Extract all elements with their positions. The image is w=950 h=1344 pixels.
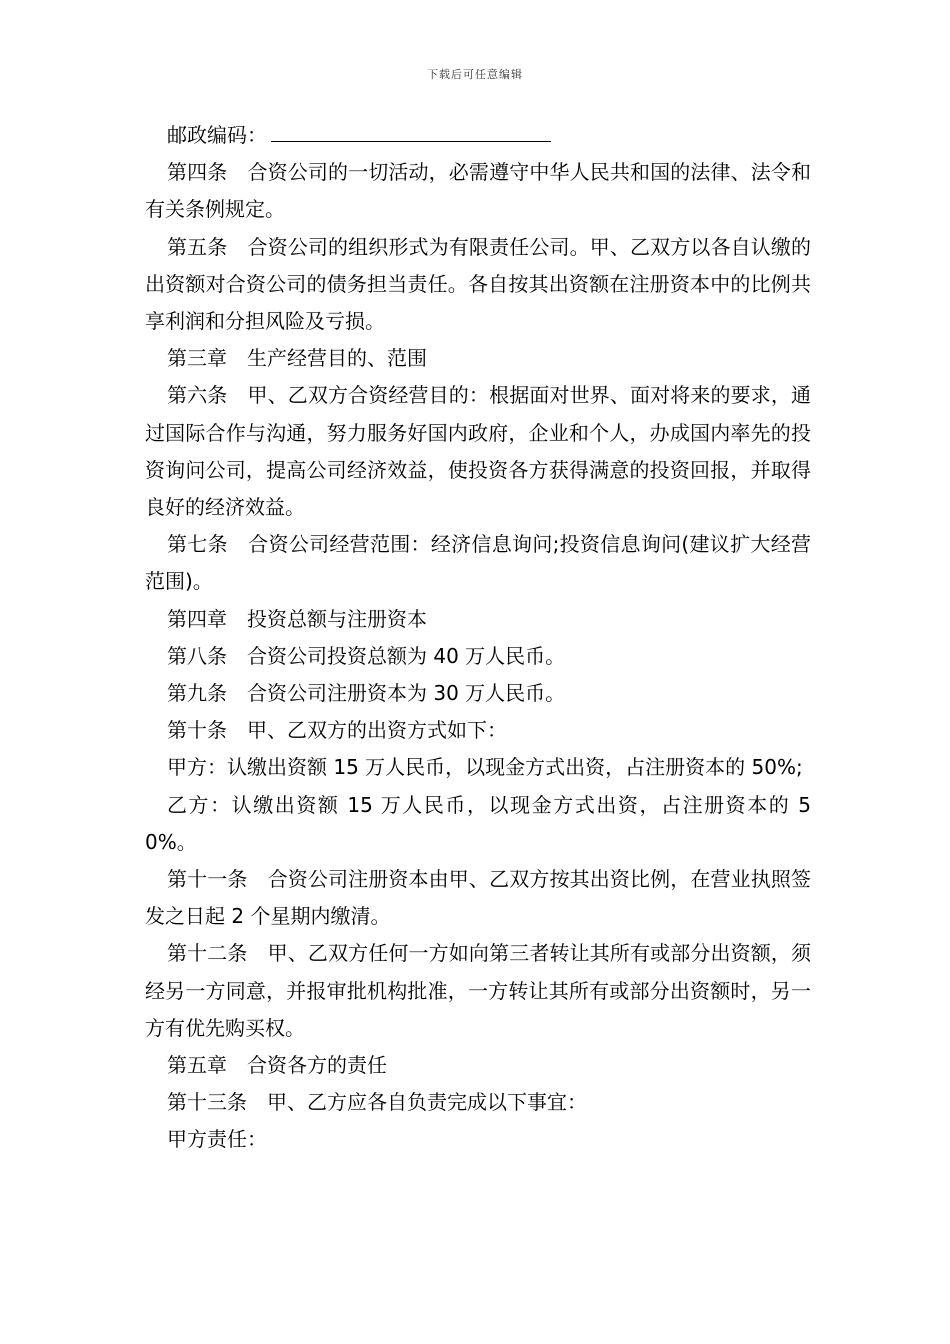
article-4: 第四条 合资公司的一切活动，必需遵守中华人民共和国的法律、法令和有关条例规定。	[145, 160, 811, 222]
party-a-duties-heading: 甲方责任：	[167, 1127, 267, 1152]
article-7: 第七条 合资公司经营范围：经济信息询问;投资信息询问(建议扩大经营范围)。	[145, 532, 811, 594]
postal-code-label: 邮政编码：	[167, 123, 267, 147]
postal-code-blank	[271, 121, 551, 142]
header-note: 下载后可任意编辑	[427, 68, 523, 81]
chapter-3-heading: 第三章 生产经营目的、范围	[167, 346, 427, 371]
chapter-5-heading: 第五章 合资各方的责任	[167, 1053, 387, 1078]
document-body	[145, 117, 811, 1159]
article-8: 第八条 合资公司投资总额为 40 万人民币。	[167, 643, 566, 668]
article-6: 第六条 甲、乙双方合资经营目的：根据面对世界、面对将来的要求，通过国际合作与沟通，努力服务好国内政府，企业和个人，办成国内率先的投资询问公司，提高公司经济效益，使投资各方获得满意的投资回报，并取得良好的经济效益。	[145, 383, 811, 520]
article-9: 第九条 合资公司注册资本为 30 万人民币。	[167, 681, 566, 706]
chapter-4-heading: 第四章 投资总额与注册资本	[167, 606, 427, 631]
article-11: 第十一条 合资公司注册资本由甲、乙双方按其出资比例，在营业执照签发之日起 2 个星期内缴清。	[145, 867, 811, 929]
article-10: 第十条 甲、乙双方的出资方式如下：	[167, 718, 507, 743]
article-12: 第十二条 甲、乙双方任何一方如向第三者转让其所有或部分出资额，须经另一方同意，并报审批机构批准，一方转让其所有或部分出资额时，另一方有优先购买权。	[145, 941, 811, 1040]
postal-code-line	[145, 117, 811, 154]
party-a-contribution: 甲方：认缴出资额 15 万人民币，以现金方式出资，占注册资本的 50%;	[167, 755, 803, 780]
article-5: 第五条 合资公司的组织形式为有限责任公司。甲、乙双方以各自认缴的出资额对合资公司的债务担当责任。各自按其出资额在注册资本中的比例共享利润和分担风险及亏损。	[145, 234, 811, 334]
party-b-contribution: 乙方：认缴出资额 15 万人民币，以现金方式出资，占注册资本的 50%。	[145, 792, 811, 854]
article-13: 第十三条 甲、乙方应各自负责完成以下事宜：	[167, 1090, 587, 1115]
